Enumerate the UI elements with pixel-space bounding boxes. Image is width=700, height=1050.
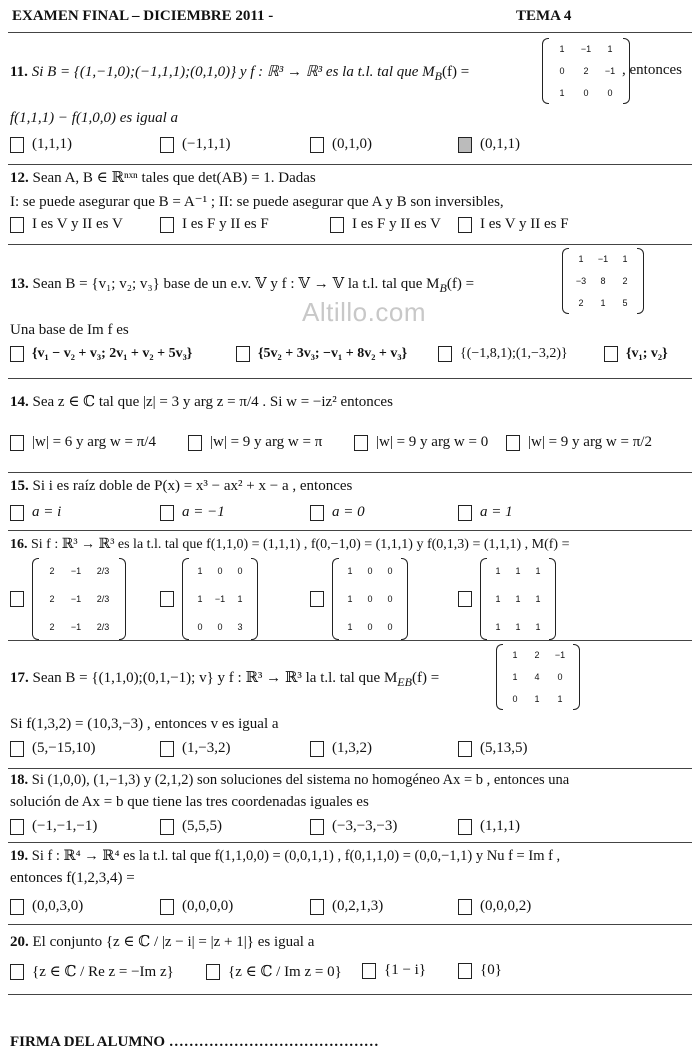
question-text-b: (f) = bbox=[411, 670, 440, 686]
checkbox[interactable] bbox=[310, 505, 324, 521]
checkbox[interactable] bbox=[458, 963, 472, 979]
option-c[interactable]: {(−1,8,1);(1,−3,2)} bbox=[438, 346, 568, 362]
option-a[interactable]: {z ∈ ℂ / Re z = −Im z} bbox=[10, 962, 174, 981]
question-15 bbox=[10, 476, 694, 528]
divider bbox=[8, 164, 692, 165]
option-a[interactable]: {v₁ − v₂ + v₃; 2v₁ + v₂ + 5v₃} bbox=[10, 346, 192, 362]
question-18 bbox=[10, 772, 694, 840]
checkbox[interactable] bbox=[160, 505, 174, 521]
checkbox[interactable] bbox=[362, 963, 376, 979]
checkbox[interactable] bbox=[458, 819, 472, 835]
divider bbox=[8, 472, 692, 473]
divider bbox=[8, 924, 692, 925]
option-d[interactable]: |w| = 9 y arg w = π/2 bbox=[506, 434, 652, 451]
option-d[interactable]: (0,0,0,2) bbox=[458, 898, 531, 915]
option-a[interactable]: (−1,−1,−1) bbox=[10, 818, 97, 835]
option-d[interactable]: {v₁; v₂} bbox=[604, 346, 668, 362]
question-number: 11. bbox=[10, 64, 28, 80]
question-number: 14. bbox=[10, 394, 29, 410]
question-number: 15. bbox=[10, 478, 29, 494]
matrix-option-d: 1 1 1 1 1 1 1 1 1 bbox=[480, 558, 556, 640]
matrix-body: 1 −1 1 0 2 −1 1 0 0 bbox=[542, 38, 630, 104]
option-b[interactable] bbox=[160, 558, 258, 640]
question-text-b: (f) = bbox=[446, 276, 475, 292]
question-number: 12. bbox=[10, 170, 29, 186]
question-text: Si (1,0,0), (1,−1,3) y (2,1,2) son soluciones del sistema no homogéneo Ax = b , entonces una bbox=[31, 772, 570, 788]
option-d[interactable]: (5,13,5) bbox=[458, 740, 528, 757]
question-line2: I: se puede asegurar que B = A⁻¹ ; II: se puede asegurar que A y B son inversibles, bbox=[10, 194, 504, 210]
question-19 bbox=[10, 848, 694, 920]
checkbox[interactable] bbox=[188, 435, 202, 451]
checkbox[interactable] bbox=[160, 741, 174, 757]
question-text: El conjunto {z ∈ ℂ / |z − i| = |z + 1|} es igual a bbox=[32, 934, 315, 950]
option-d[interactable]: (0,1,1) bbox=[458, 136, 520, 153]
option-b[interactable]: (−1,1,1) bbox=[160, 136, 230, 153]
matrix-option-c: 1 0 0 1 0 0 1 0 0 bbox=[332, 558, 408, 640]
question-16 bbox=[10, 536, 694, 656]
checkbox[interactable] bbox=[310, 899, 324, 915]
question-number: 20. bbox=[10, 934, 29, 950]
question-12 bbox=[10, 168, 694, 242]
checkbox[interactable] bbox=[160, 217, 174, 233]
checkbox[interactable] bbox=[10, 346, 24, 362]
question-number: 16. bbox=[10, 537, 28, 552]
checkbox[interactable] bbox=[458, 217, 472, 233]
checkbox[interactable] bbox=[10, 435, 24, 451]
question-number: 13. bbox=[10, 276, 29, 292]
option-d[interactable]: {0} bbox=[458, 962, 502, 979]
checkbox[interactable] bbox=[310, 819, 324, 835]
signature-line: FIRMA DEL ALUMNO …………………………………… bbox=[10, 1034, 379, 1050]
divider bbox=[8, 378, 692, 379]
matrix-option-a: 2 −1 2/3 2 −1 2/3 2 −1 2/3 bbox=[32, 558, 126, 640]
checkbox[interactable] bbox=[10, 964, 24, 980]
option-d[interactable] bbox=[458, 558, 556, 640]
option-c[interactable]: I es F y II es V bbox=[330, 216, 441, 233]
option-a[interactable]: a = i bbox=[10, 504, 61, 521]
option-b[interactable]: I es F y II es F bbox=[160, 216, 269, 233]
matrix-q17 bbox=[496, 644, 580, 710]
subscript: B bbox=[439, 281, 447, 295]
checkbox[interactable] bbox=[10, 591, 24, 607]
option-c[interactable]: (−3,−3,−3) bbox=[310, 818, 397, 835]
option-a[interactable]: (0,0,3,0) bbox=[10, 898, 83, 915]
checkbox[interactable] bbox=[160, 899, 174, 915]
checkbox[interactable] bbox=[438, 346, 452, 362]
checkbox[interactable] bbox=[10, 741, 24, 757]
question-text: Si i es raíz doble de P(x) = x³ − ax² + x − a , entonces bbox=[32, 478, 353, 494]
divider bbox=[8, 640, 692, 641]
question-text: Sean B = {(1,1,0);(0,1,−1); v} y f : ℝ³ → ℝ³ la t.l. tal que M bbox=[32, 670, 398, 686]
option-b[interactable]: {z ∈ ℂ / Im z = 0} bbox=[206, 962, 342, 981]
question-text: Sean A, B ∈ ℝⁿˣⁿ tales que det(AB) = 1. Dadas bbox=[32, 170, 316, 186]
option-d[interactable]: a = 1 bbox=[458, 504, 513, 521]
option-a[interactable]: (5,−15,10) bbox=[10, 740, 95, 757]
checkbox[interactable] bbox=[10, 217, 24, 233]
matrix-body: 1 −1 1 −3 8 2 2 1 5 bbox=[562, 248, 644, 314]
option-d[interactable]: (1,1,1) bbox=[458, 818, 520, 835]
checkbox[interactable] bbox=[506, 435, 520, 451]
checkbox[interactable] bbox=[458, 137, 472, 153]
checkbox[interactable] bbox=[206, 964, 220, 980]
watermark-text: Altillo.com bbox=[302, 297, 426, 327]
question-line2: entonces f(1,2,3,4) = bbox=[10, 870, 135, 886]
checkbox[interactable] bbox=[458, 591, 472, 607]
checkbox[interactable] bbox=[160, 591, 174, 607]
checkbox[interactable] bbox=[236, 346, 250, 362]
checkbox[interactable] bbox=[160, 819, 174, 835]
divider bbox=[8, 244, 692, 245]
option-a[interactable]: (1,1,1) bbox=[10, 136, 72, 153]
option-b[interactable]: a = −1 bbox=[160, 504, 225, 521]
question-14 bbox=[10, 384, 694, 470]
checkbox[interactable] bbox=[458, 505, 472, 521]
option-a[interactable]: I es V y II es V bbox=[10, 216, 123, 233]
question-text: Si f : ℝ³ → ℝ³ es la t.l. tal que f(1,1,0) = (1,1,1) , f(0,−1,0) = (1,1,1) y f(0,1,3) = (1,1,1) , M(f) = bbox=[31, 537, 570, 552]
option-c[interactable]: (0,2,1,3) bbox=[310, 898, 383, 915]
divider bbox=[8, 768, 692, 769]
question-text: Sea z ∈ ℂ tal que |z| = 3 y arg z = π/4 . Si w = −iz² entonces bbox=[32, 394, 393, 410]
matrix-q11 bbox=[542, 38, 630, 104]
option-b[interactable]: (5,5,5) bbox=[160, 818, 222, 835]
checkbox[interactable] bbox=[354, 435, 368, 451]
option-b[interactable]: {5v₂ + 3v₃; −v₁ + 8v₂ + v₃} bbox=[236, 346, 407, 362]
checkbox[interactable] bbox=[10, 505, 24, 521]
question-line2: solución de Ax = b que tiene las tres coordenadas iguales es bbox=[10, 794, 369, 810]
subscript: EB bbox=[397, 675, 412, 689]
checkbox[interactable] bbox=[10, 899, 24, 915]
option-c[interactable]: (1,3,2) bbox=[310, 740, 372, 757]
exam-title: EXAMEN FINAL – DICIEMBRE 2011 - bbox=[12, 8, 274, 24]
question-line2: Una base de Im f es bbox=[10, 322, 129, 338]
option-c[interactable]: (0,1,0) bbox=[310, 136, 372, 153]
exam-tema: TEMA 4 bbox=[516, 8, 572, 24]
matrix-body: 1 2 −1 1 4 0 0 1 1 bbox=[496, 644, 580, 710]
question-line2: Si f(1,3,2) = (10,3,−3) , entonces v es igual a bbox=[10, 716, 279, 732]
checkbox[interactable] bbox=[604, 346, 618, 362]
exam-header bbox=[8, 8, 692, 30]
question-17 bbox=[10, 644, 694, 766]
divider bbox=[8, 842, 692, 843]
checkbox[interactable] bbox=[458, 741, 472, 757]
question-line2: f(1,1,1) − f(1,0,0) es igual a bbox=[10, 110, 179, 126]
checkbox[interactable] bbox=[310, 741, 324, 757]
question-11 bbox=[10, 38, 694, 160]
option-a[interactable]: |w| = 6 y arg w = π/4 bbox=[10, 434, 156, 451]
question-text: Si f : ℝ⁴ → ℝ⁴ es la t.l. tal que f(1,1,0,0) = (0,0,1,1) , f(0,1,1,0) = (0,0,−1,1) y Nu f = Im f , bbox=[31, 848, 561, 864]
divider bbox=[8, 530, 692, 531]
option-b[interactable]: (0,0,0,0) bbox=[160, 898, 233, 915]
option-c[interactable]: |w| = 9 y arg w = 0 bbox=[354, 434, 488, 451]
checkbox[interactable] bbox=[10, 137, 24, 153]
checkbox[interactable] bbox=[310, 591, 324, 607]
question-text: Si B = {(1,−1,0);(−1,1,1);(0,1,0)} y f : ℝ³ → ℝ³ es la t.l. tal que M bbox=[31, 64, 435, 80]
question-text-c: , entonces bbox=[622, 62, 682, 78]
option-a[interactable] bbox=[10, 558, 126, 640]
question-number: 17. bbox=[10, 670, 29, 686]
question-number: 19. bbox=[10, 848, 29, 864]
matrix-option-b: 1 0 0 1 −1 1 0 0 3 bbox=[182, 558, 258, 640]
checkbox[interactable] bbox=[10, 819, 24, 835]
checkbox[interactable] bbox=[160, 137, 174, 153]
checkbox[interactable] bbox=[330, 217, 344, 233]
option-c[interactable]: a = 0 bbox=[310, 504, 365, 521]
question-20 bbox=[10, 930, 694, 990]
option-b[interactable]: |w| = 9 y arg w = π bbox=[188, 434, 322, 451]
divider bbox=[8, 32, 692, 33]
option-c[interactable]: {1 − i} bbox=[362, 962, 426, 979]
option-d[interactable]: I es V y II es F bbox=[458, 216, 569, 233]
subscript: B bbox=[434, 69, 442, 83]
divider bbox=[8, 994, 692, 995]
option-c[interactable] bbox=[310, 558, 408, 640]
question-number: 18. bbox=[10, 772, 29, 788]
question-text-b: (f) = bbox=[442, 64, 470, 80]
checkbox[interactable] bbox=[310, 137, 324, 153]
question-text: Sean B = {v₁; v₂; v₃} base de un e.v. 𝕍 y f : 𝕍 → 𝕍 la t.l. tal que M bbox=[32, 276, 440, 292]
checkbox[interactable] bbox=[458, 899, 472, 915]
option-b[interactable]: (1,−3,2) bbox=[160, 740, 230, 757]
matrix-q13 bbox=[562, 248, 644, 314]
